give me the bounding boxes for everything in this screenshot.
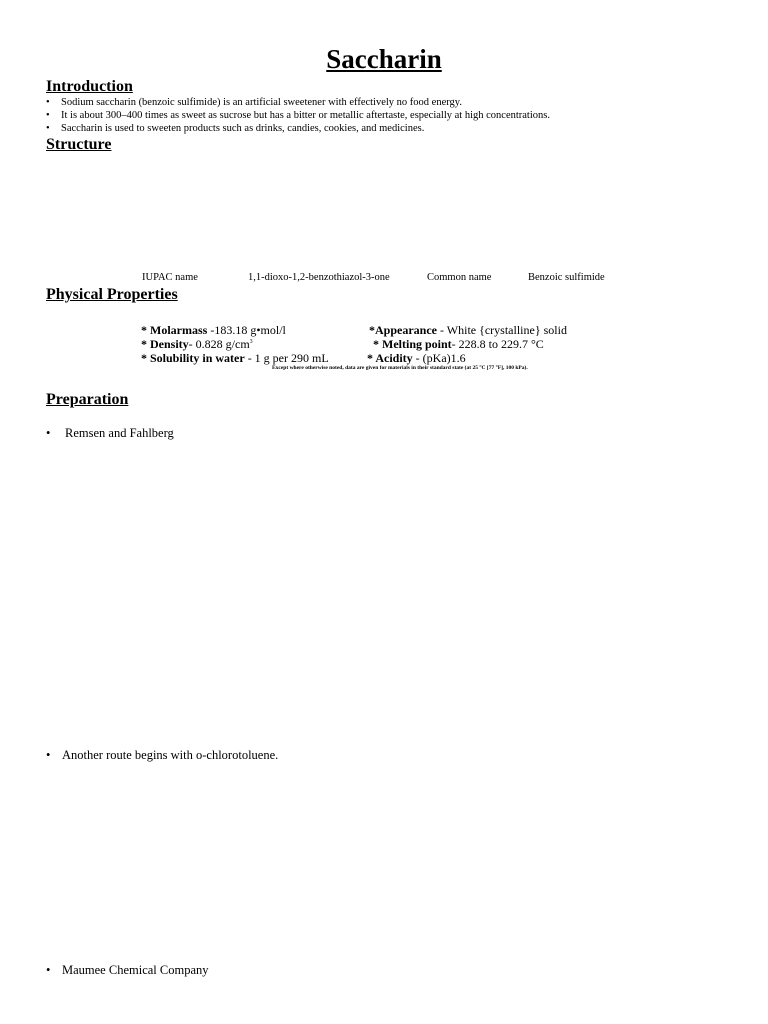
bullet-icon: • — [46, 123, 50, 134]
introduction-heading: Introduction — [46, 78, 133, 95]
standard-state-footnote: Except where otherwise noted, data are given for materials in their standard state (at 25 °C [77 °F], 100 kPa). — [272, 365, 528, 371]
list-item-text: Sodium saccharin (benzoic sulfimide) is an artificial sweetener with effectively no food energy. — [61, 97, 462, 108]
bullet-icon: • — [46, 963, 51, 977]
list-item-text: Another route begins with o-chlorotoluene. — [62, 748, 279, 762]
list-item-text: It is about 300–400 times as sweet as sucrose but has a bitter or metallic aftertaste, especially at high concentrations. — [61, 110, 550, 121]
page-title: Saccharin — [326, 44, 442, 74]
list-item-text: Saccharin is used to sweeten products such as drinks, candies, cookies, and medicines. — [61, 123, 425, 134]
list-item — [46, 426, 174, 441]
appearance-property — [369, 323, 567, 338]
solubility-property — [141, 351, 329, 366]
molarmass-value: -183.18 g•mol/l — [207, 323, 286, 337]
bullet-icon: • — [46, 426, 51, 440]
bullet-icon: • — [46, 97, 50, 108]
list-item-text: Maumee Chemical Company — [62, 963, 209, 977]
preparation-heading: Preparation — [46, 391, 129, 408]
appearance-label: *Appearance — [369, 323, 437, 337]
list-item — [46, 96, 550, 109]
acidity-label: * Acidity — [367, 351, 413, 365]
common-name-value: Benzoic sulfimide — [528, 272, 605, 283]
melting-point-label: * Melting point — [373, 337, 452, 351]
density-label: * Density — [141, 337, 189, 351]
appearance-value: - White {crystalline} solid — [437, 323, 567, 337]
acidity-property — [367, 351, 466, 366]
structure-heading: Structure — [46, 136, 112, 153]
list-item — [46, 109, 550, 122]
density-value: - 0.828 g/cm — [188, 337, 250, 351]
list-item — [46, 122, 550, 135]
density-property — [141, 337, 253, 352]
bullet-icon: • — [46, 110, 50, 121]
molarmass-label: * Molarmass — [141, 323, 208, 337]
solubility-value: - 1 g per 290 mL — [244, 351, 329, 365]
introduction-list — [46, 96, 550, 135]
acidity-value: - (pKa)1.6 — [412, 351, 466, 365]
iupac-label: IUPAC name — [142, 272, 198, 283]
melting-point-value: - 228.8 to 229.7 °C — [451, 337, 544, 351]
melting-point-property — [373, 337, 544, 352]
list-item — [46, 963, 209, 978]
solubility-label: * Solubility in water — [141, 351, 245, 365]
list-item — [46, 748, 278, 763]
bullet-icon: • — [46, 748, 51, 762]
physical-properties-heading: Physical Properties — [46, 286, 178, 303]
density-unit-superscript: 3 — [249, 339, 253, 345]
common-name-label: Common name — [427, 272, 492, 283]
molarmass-property — [141, 323, 286, 338]
iupac-value: 1,1-dioxo-1,2-benzothiazol-3-one — [248, 272, 390, 283]
list-item-text: Remsen and Fahlberg — [65, 426, 174, 440]
